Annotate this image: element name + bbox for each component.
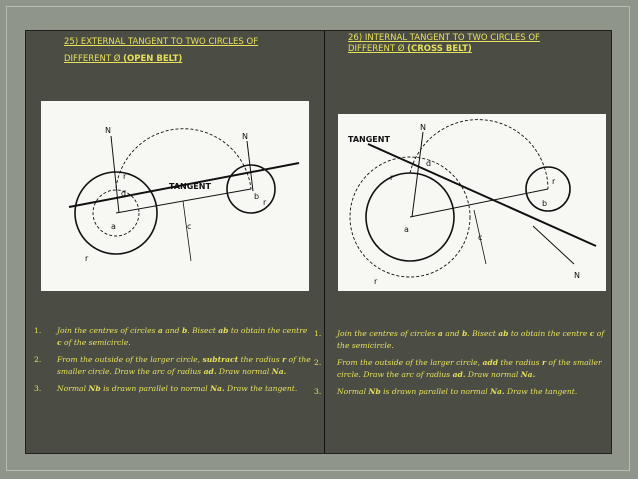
step-bold: ad. [203, 366, 217, 376]
step-text: and [442, 329, 462, 338]
left-label-r1: r [85, 254, 89, 263]
step-text: Draw the tangent. [224, 384, 298, 393]
step-bold: b [461, 329, 468, 338]
step-number: 1. [314, 329, 322, 338]
left-construction-drawing [41, 101, 309, 291]
step-bold: a [157, 326, 163, 335]
step-bold: Na. [490, 387, 505, 396]
left-label-n2: N [242, 132, 248, 141]
right-label-d: d [426, 159, 432, 168]
step-text: to obtain the centre [228, 326, 308, 335]
step-text: Draw normal [465, 369, 521, 379]
step-bold: ab [218, 326, 229, 335]
left-step-2 [34, 354, 312, 377]
right-step-2 [314, 357, 606, 380]
left-semicircle [116, 129, 251, 189]
step-text: Draw normal [216, 366, 272, 376]
right-heading-line2 [348, 44, 540, 55]
left-heading-line1: 25) EXTERNAL TANGENT TO TWO CIRCLES OF [64, 37, 259, 47]
left-label-a: a [111, 222, 116, 231]
right-heading-line2-a: DIFFERENT Ø [348, 44, 408, 54]
right-label-a: a [404, 225, 409, 234]
step-text: From the outside of the larger circle, [337, 358, 483, 367]
right-heading [348, 33, 540, 55]
right-heading-line1: 26) INTERNAL TANGENT TO TWO CIRCLES OF [348, 33, 540, 43]
step-number: 3. [34, 384, 42, 393]
step-text: the radius [498, 358, 542, 367]
right-label-n1: N [420, 123, 426, 132]
step-bold: c [589, 329, 595, 338]
step-text: . Bisect [467, 329, 499, 338]
step-text: Join the centres of circles [337, 329, 438, 338]
step-bold: Na. [520, 369, 536, 379]
step-number: 2. [314, 358, 322, 367]
left-normal-a [111, 136, 119, 213]
right-label-b: b [542, 199, 548, 208]
step-text: Normal [57, 384, 89, 393]
step-bold: r [541, 358, 546, 367]
right-tangent-line [368, 144, 596, 246]
step-number: 3. [314, 387, 322, 396]
step-text: the radius [238, 355, 283, 364]
right-normal-b [533, 226, 574, 264]
left-label-c: c [187, 222, 192, 231]
left-step-3 [34, 383, 312, 395]
left-heading-line2-b: (OPEN BELT) [123, 54, 183, 64]
step-bold: Na. [210, 384, 225, 393]
step-number: 1. [34, 326, 42, 335]
right-label-tangent: TANGENT [348, 135, 390, 144]
step-bold: r [282, 355, 287, 364]
step-text: of the semicircle. [61, 337, 131, 347]
step-text: Join the centres of circles [57, 326, 158, 335]
step-bold: add [482, 358, 499, 367]
right-label-r1: r [390, 173, 394, 182]
step-text: is drawn parallel to normal [100, 384, 211, 393]
step-bold: c [57, 337, 62, 347]
step-text: is drawn parallel to normal [380, 387, 491, 396]
step-text: From the outside of the larger circle, [57, 355, 203, 364]
left-label-n1: N [105, 126, 111, 135]
right-label-c: c [478, 233, 483, 242]
left-figure [41, 101, 309, 291]
left-heading-line2-a: DIFFERENT Ø [64, 54, 124, 64]
left-label-tangent: TANGENT [169, 182, 211, 191]
step-bold: a [437, 329, 443, 338]
right-heading-line2-b: (CROSS BELT) [407, 44, 472, 54]
left-steps [34, 325, 312, 401]
step-text: of the semicircle. [337, 329, 605, 350]
left-step-1 [34, 325, 312, 348]
step-text: . Bisect [187, 326, 219, 335]
left-heading [64, 35, 258, 66]
right-step-3 [314, 386, 606, 398]
right-steps [314, 328, 606, 404]
content-table [25, 30, 612, 454]
step-text: of the smaller circle. Draw the arc of radius [337, 358, 602, 379]
right-label-r2: r [374, 277, 378, 286]
step-bold: Nb [88, 384, 101, 393]
left-dim-line [183, 201, 191, 261]
step-bold: Na. [271, 366, 287, 376]
right-construction-drawing [338, 114, 606, 291]
right-label-n2: N [574, 271, 580, 280]
left-heading-line2 [64, 52, 258, 66]
right-step-1 [314, 328, 606, 351]
right-label-r3: r [552, 177, 556, 186]
step-bold: ad. [452, 369, 466, 379]
step-number: 2. [34, 355, 42, 364]
step-text: to obtain the centre [508, 329, 590, 338]
step-text: Normal [337, 387, 369, 396]
right-figure [338, 114, 606, 291]
step-bold: Nb [368, 387, 381, 396]
step-text: Draw the tangent. [504, 387, 578, 396]
left-label-b: b [254, 192, 260, 201]
step-text: and [162, 326, 182, 335]
left-label-r2: r [123, 172, 127, 181]
step-text: of the smaller circle. Draw the arc of radius [57, 355, 311, 376]
left-label-r3: r [263, 198, 267, 207]
step-bold: subtract [202, 355, 239, 364]
left-label-d: d [121, 189, 127, 198]
step-bold: ab [498, 329, 509, 338]
step-bold: b [181, 326, 188, 335]
